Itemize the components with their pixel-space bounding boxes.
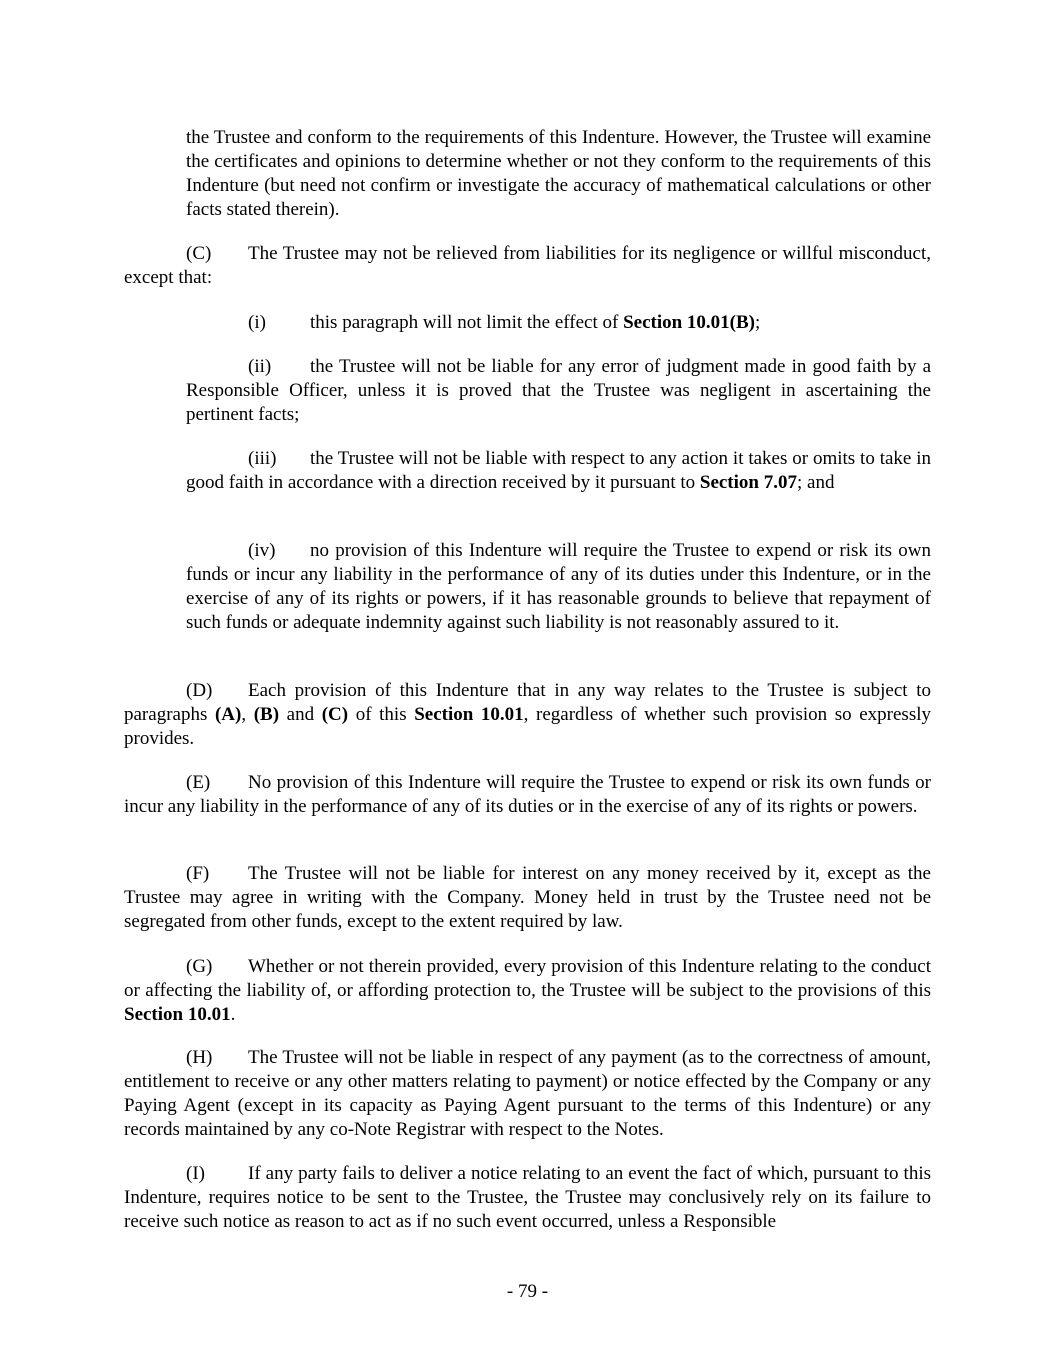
sub-paragraph-iv (186, 539, 931, 635)
paragraph-g-label: (G) (186, 956, 213, 977)
sub-iii-ref: Section 7.07 (699, 472, 797, 493)
paragraph-g-tail: . (230, 1004, 236, 1025)
paragraph-c-label: (C) (186, 243, 212, 264)
paragraph-c (124, 242, 931, 290)
paragraph-g (124, 955, 931, 1027)
paragraph-h (124, 1046, 931, 1142)
paragraph-g-text: Whether or not therein provided, every provision of this Indenture relating to the conduct or affecting the liability of, or affording protection to, the Trustee will be subject to the provisions of this (124, 956, 931, 1001)
paragraph-d-sep2: and (279, 704, 322, 725)
paragraph-e (124, 771, 931, 819)
sub-iii-tail: ; and (796, 472, 835, 493)
paragraph-f (124, 862, 931, 934)
sub-paragraph-i (186, 311, 931, 335)
sub-i-label: (i) (248, 312, 266, 333)
sub-iv-label: (iv) (248, 540, 276, 561)
paragraph-d (124, 679, 931, 751)
paragraph-e-text: No provision of this Indenture will require the Trustee to expend or risk its own funds or incur any liability in the performance of any of its duties or in the exercise of any of its rights or powers. (124, 772, 931, 817)
paragraph-i-label: (I) (186, 1163, 205, 1184)
paragraph-d-tail: , regardless of whether such provision so expressly provides. (124, 704, 931, 749)
sub-i-tail: ; (755, 312, 761, 333)
sub-ii-text: the Trustee will not be liable for any error of judgment made in good faith by a Responsible Officer, unless it is proved that the Trustee was negligent in ascertaining the pertinent facts; (186, 356, 931, 425)
sub-paragraph-iii (186, 447, 931, 495)
paragraph-e-label: (E) (186, 772, 211, 793)
sub-i-ref: Section 10.01(B) (623, 312, 756, 333)
paragraph-c-text: The Trustee may not be relieved from liabilities for its negligence or willful misconduct, except that: (124, 243, 931, 288)
sub-i-text: this paragraph will not limit the effect of (310, 312, 624, 333)
paragraph-d-sep1: , (241, 704, 254, 725)
paragraph-d-sep3: of this (348, 704, 415, 725)
paragraph-h-text: The Trustee will not be liable in respect of any payment (as to the correctness of amount, entitlement to receive or any other matters relating to payment) or notice effected by the Company or any Paying Agent (except in its capacity as Paying Agent pursuant to the terms of this Indenture) or any records maintained by any co-Note Registrar with respect to the Notes. (124, 1047, 931, 1140)
paragraph-d-ref-b: (B) (253, 704, 280, 725)
sub-iv-text: no provision of this Indenture will require the Trustee to expend or risk its own funds or incur any liability in the performance of any of its duties under this Indenture, or in the exercise of any of its rights or powers, if it has reasonable grounds to believe that repayment of such funds or adequate indemnity against such liability is not reasonably assured to it. (186, 540, 931, 633)
continuation-text: the Trustee and conform to the requirements of this Indenture. However, the Trustee will examine the certificates and opinions to determine whether or not they conform to the requirements of this Indenture (but need not confirm or investigate the accuracy of mathematical calculations or other facts stated therein). (186, 127, 931, 220)
paragraph-d-label: (D) (186, 680, 213, 701)
paragraph-f-label: (F) (186, 863, 210, 884)
paragraph-i-text: If any party fails to deliver a notice relating to an event the fact of which, pursuant to this Indenture, requires notice to be sent to the Trustee, the Trustee may conclusively rely on its failure to receive such notice as reason to act as if no such event occurred, unless a Responsible (124, 1163, 931, 1232)
page-number: - 79 - (506, 1281, 549, 1302)
paragraph-d-text: Each provision of this Indenture that in any way relates to the Trustee is subject to paragraphs (124, 680, 931, 725)
continuation-paragraph (186, 126, 931, 222)
sub-iii-label: (iii) (248, 448, 277, 469)
paragraph-h-label: (H) (186, 1047, 213, 1068)
sub-paragraph-ii (186, 355, 931, 427)
paragraph-d-ref-section: Section 10.01 (414, 704, 524, 725)
sub-ii-label: (ii) (248, 356, 272, 377)
paragraph-d-ref-c: (C) (321, 704, 349, 725)
paragraph-g-ref: Section 10.01 (124, 1004, 231, 1025)
sub-iii-text: the Trustee will not be liable with respect to any action it takes or omits to take in good faith in accordance with a direction received by it pursuant to (186, 448, 931, 493)
paragraph-f-text: The Trustee will not be liable for interest on any money received by it, except as the Trustee may agree in writing with the Company. Money held in trust by the Trustee need not be segregated from other funds, except to the extent required by law. (124, 863, 931, 932)
paragraph-d-ref-a: (A) (214, 704, 242, 725)
paragraph-i (124, 1162, 931, 1234)
